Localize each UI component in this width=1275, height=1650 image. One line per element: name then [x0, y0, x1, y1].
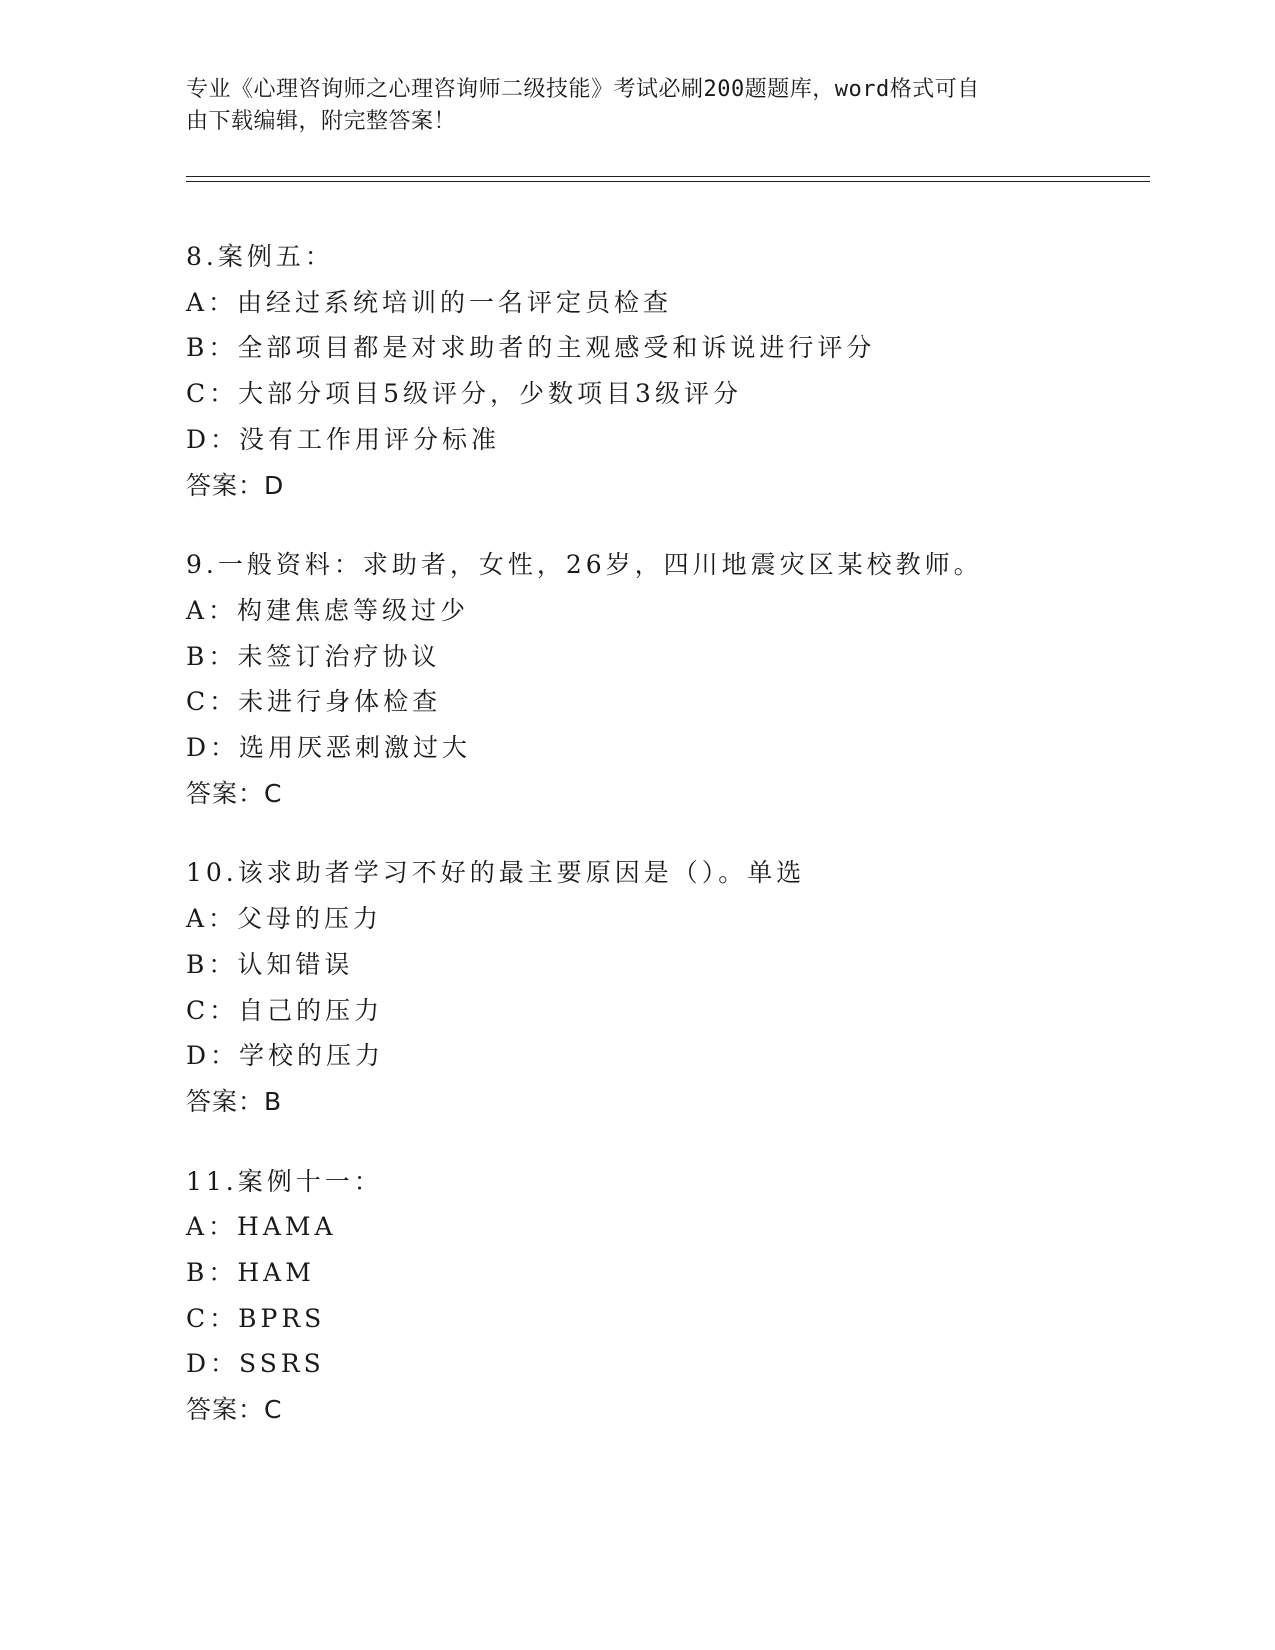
question-10: [186, 850, 1146, 1124]
option-d: D：没有工作用评分标准: [186, 424, 501, 454]
option-a: A：构建焦虑等级过少: [186, 595, 470, 625]
option-b: B：未签订治疗协议: [186, 641, 441, 671]
option-b: B：HAM: [186, 1258, 315, 1288]
question-title: 11.案例十一：: [186, 1166, 383, 1196]
answer: 答案：D: [186, 470, 285, 500]
question-title: 8.案例五：: [186, 242, 334, 271]
option-c: C：BPRS: [186, 1303, 326, 1333]
option-c: C：自己的压力: [186, 995, 384, 1025]
document-header: [186, 74, 1066, 138]
question-title: 9.一般资料：求助者，女性，26岁，四川地震灾区某校教师。: [186, 550, 983, 580]
answer: 答案：C: [186, 778, 283, 808]
answer: 答案：B: [186, 1086, 283, 1116]
option-b: B：认知错误: [186, 949, 354, 979]
question-11: [186, 1159, 1146, 1433]
header-divider-top: [186, 176, 1150, 177]
option-c: C：大部分项目5级评分，少数项目3级评分: [186, 379, 742, 409]
question-title: 10.该求助者学习不好的最主要原因是（）。单选: [186, 858, 806, 888]
header-divider-bottom: [186, 181, 1150, 182]
option-a: A：HAMA: [186, 1212, 337, 1242]
question-8: [186, 234, 1146, 508]
header-line-1: 专业《心理咨询师之心理咨询师二级技能》考试必刷200题题库，word格式可自: [186, 77, 980, 102]
option-b: B：全部项目都是对求助者的主观感受和诉说进行评分: [186, 333, 876, 363]
question-list: [186, 234, 1146, 1467]
header-line-2: 由下载编辑，附完整答案！: [186, 109, 457, 134]
option-c: C：未进行身体检查: [186, 687, 442, 717]
answer: 答案：C: [186, 1395, 283, 1425]
option-a: A：由经过系统培训的一名评定员检查: [186, 287, 673, 317]
option-d: D：选用厌恶刺激过大: [186, 733, 472, 763]
option-d: D：SSRS: [186, 1349, 325, 1379]
option-d: D：学校的压力: [186, 1041, 385, 1071]
question-9: [186, 542, 1146, 816]
option-a: A：父母的压力: [186, 904, 383, 934]
